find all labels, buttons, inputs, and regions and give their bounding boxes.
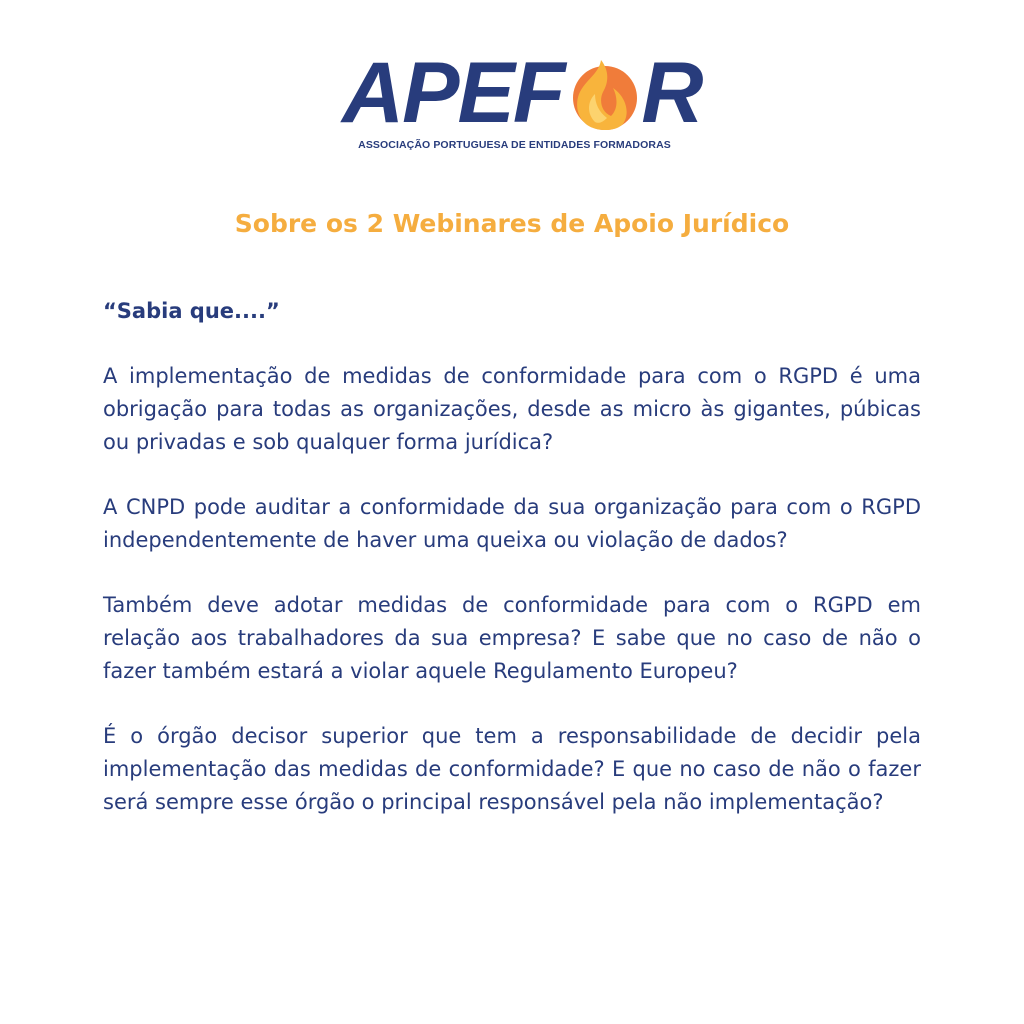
flame-o-icon [565, 52, 643, 134]
apefor-logo [342, 45, 702, 152]
paragraph-3: Também deve adotar medidas de conformidade para com o RGPD em relação aos trabalhadores da sua empresa? E sabe que no caso de não o fazer também estará a violar aquele Regulamento Europeu? [103, 593, 921, 683]
logo-subtitle: ASSOCIAÇÃO PORTUGUESA DE ENTIDADES FORMADORAS [358, 139, 671, 151]
paragraph-4: É o órgão decisor superior que tem a responsabilidade de decidir pela implementação das medidas de conformidade? E que no caso de não o fazer será sempre esse órgão o principal responsável pela não implementação? [103, 724, 921, 814]
logo-wordmark [342, 45, 702, 141]
logo-text-start: APEF [342, 45, 564, 141]
page-heading: Sobre os 2 Webinares de Apoio Jurídico [234, 209, 790, 238]
article-body [103, 295, 921, 851]
logo-text-end: R [641, 45, 702, 141]
paragraph-1: A implementação de medidas de conformidade para com o RGPD é uma obrigação para todas as organizações, desde as micro às gigantes, púbicas ou privadas e sob qualquer forma jurídica? [103, 364, 921, 454]
paragraph-2: A CNPD pode auditar a conformidade da sua organização para com o RGPD independentemente de haver uma queixa ou violação de dados? [103, 495, 921, 552]
lead-text: “Sabia que....” [103, 299, 280, 323]
